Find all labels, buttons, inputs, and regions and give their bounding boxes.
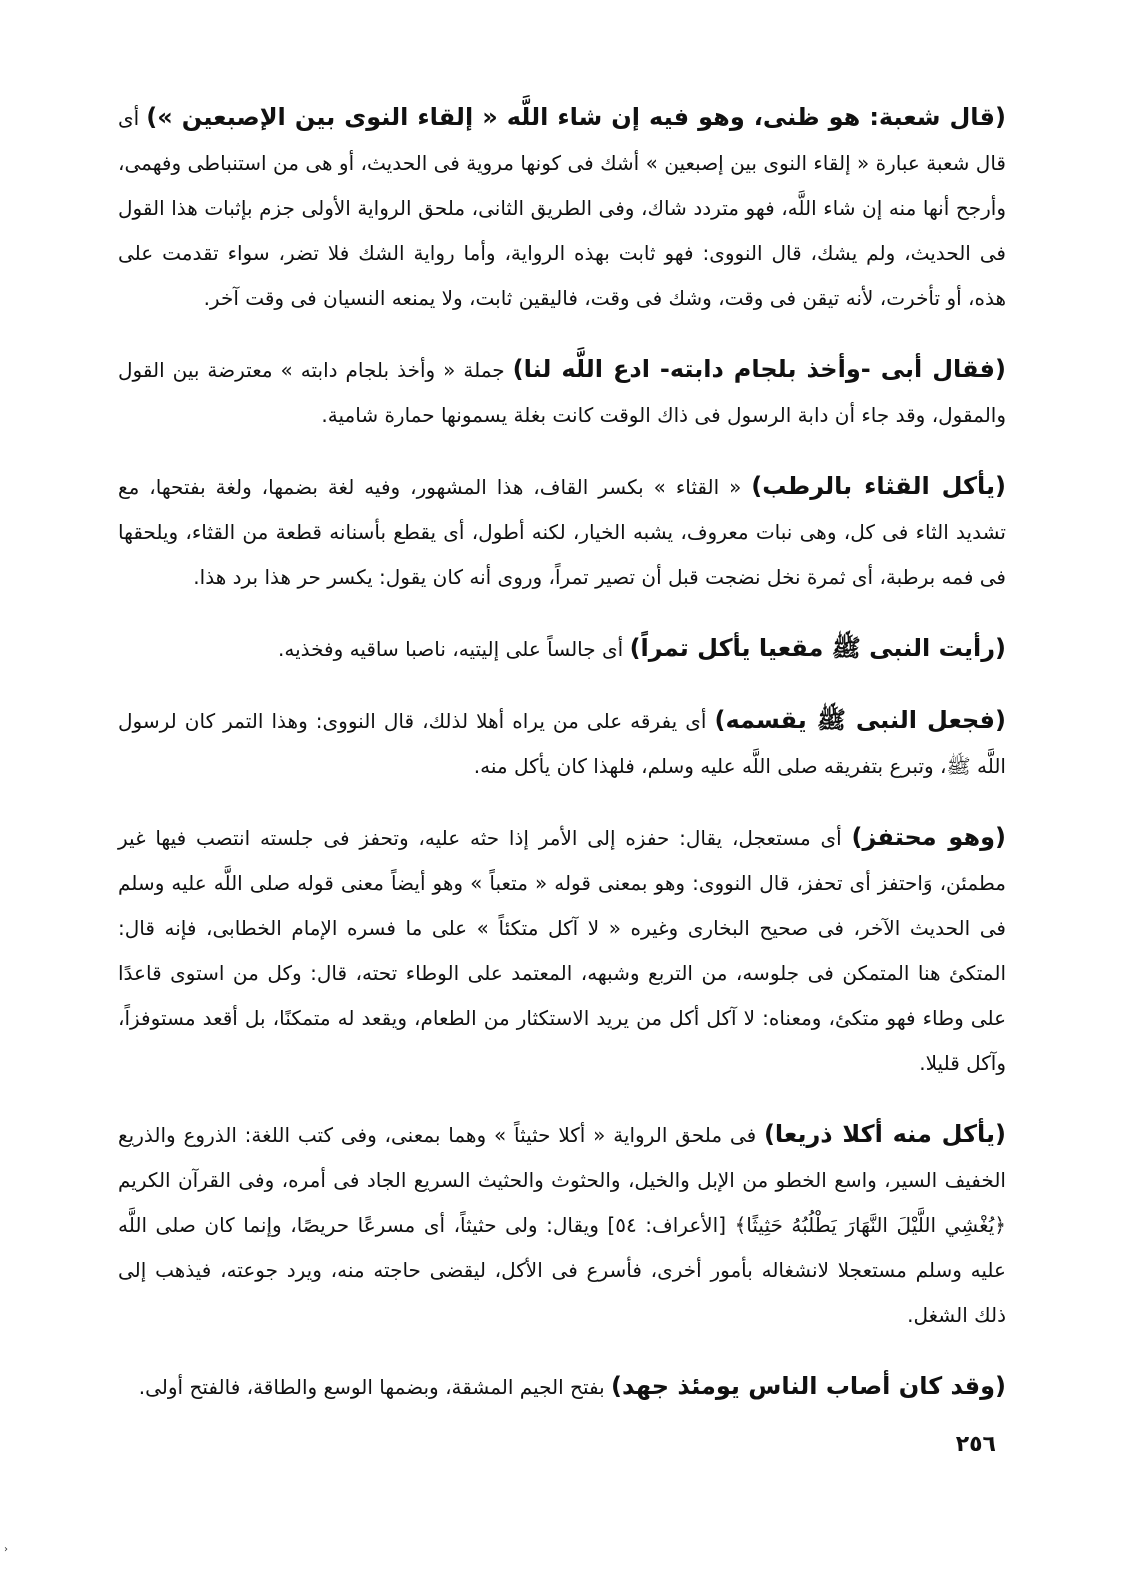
paragraph-muqiyan — [118, 626, 1006, 672]
paragraph-heading: (وهو محتفز) — [851, 823, 1007, 851]
paragraph-heading: (يأكل منه أكلا ذريعا) — [763, 1120, 1006, 1148]
paragraph-heading: (فجعل النبى ﷺ يقسمه) — [714, 706, 1006, 734]
paragraph-body: أى مستعجل، يقال: حفزه إلى الأمر إذا حثه عليه، وتحفز فى جلسته انتصب فيها غير مطمئن، وَاحتفز أى تحفز، قال النووى: وهو بمعنى قوله « متعباً » وهو أيضاً معنى قوله صلى اللَّه عليه وسلم فى الحديث الآخر، فى صحيح البخارى وغيره « لا آكل متكئاً » على ما فسره الإمام الخطابى، فإنه قال: المتكئ هنا المتمكن فى جلوسه، من التربع وشبهه، المعتمد على الوطاء تحته، قال: وكل من استوى قاعدًا على وطاء فهو متكئ، ومعناه: لا آكل أكل من يريد الاستكثار من الطعام، ويقعد له متمكنًا، بل أقعد مستوفزاً، وآكل قليلا. — [118, 826, 1006, 1075]
paragraph-heading: (يأكل القثاء بالرطب) — [751, 472, 1006, 500]
paragraph-body: « القثاء » بكسر القاف، هذا المشهور، وفيه لغة بضمها، ولغة بفتحها، مع تشديد الثاء فى كل، وهى نبات معروف، يشبه الخيار، لكنه أطول، أى يقطع بأسنانه قطعة من القثاء، ويلحقها فى فمه برطبة، أى ثمرة نخل نضجت قبل أن تصير تمراً، وروى أنه كان يقول: يكسر حر هذا برد هذا. — [118, 475, 1006, 589]
paragraph-heading: (قال شعبة: هو ظنى، وهو فيه إن شاء اللَّه « إلقاء النوى بين الإصبعين ») — [146, 103, 1006, 131]
scan-mark: ‹ — [4, 1544, 8, 1555]
paragraph-shuba — [118, 95, 1006, 321]
paragraph-qiththa — [118, 464, 1006, 600]
paragraph-heading: (فقال أبى -وأخذ بلجام دابته- ادع اللَّه لنا) — [512, 355, 1006, 383]
paragraph-body: أى قال شعبة عبارة « إلقاء النوى بين إصبعين » أشك فى كونها مروية فى الحديث، أو هى من استنباطى وفهمى، وأرجح أنها منه إن شاء اللَّه، فهو متردد شاك، وفى الطريق الثانى، ملحق الرواية الأولى جزم بإثبات هذا القول فى الحديث، ولم يشك، قال النووى: فهو ثابت بهذه الرواية، وأما رواية الشك فلا تضر، سواء تقدمت على هذه، أو تأخرت، لأنه تيقن فى وقت، وشك فى وقت، فاليقين ثابت، ولا يمنعه النسيان فى وقت آخر. — [118, 106, 1006, 310]
paragraph-yaqsimuhu — [118, 698, 1006, 789]
document-page — [118, 95, 1006, 1436]
paragraph-body: فى ملحق الرواية « أكلا حثيثاً » وهما بمعنى، وفى كتب اللغة: الذروع والذريع الخفيف السير، واسع الخطو من الإبل والخيل، والحثوث والحثيث السريع الجاد فى أمره، وفى القرآن الكريم ﴿يُغْشِي اللَّيْلَ النَّهَارَ يَطْلُبُهُ حَثِيثًا﴾ [الأعراف: ٥٤] ويقال: ولى حثيثاً، أى مسرعًا حريصًا، وإنما كان صلى اللَّه عليه وسلم مستعجلا لانشغاله بأمور أخرى، فأسرع فى الأكل، ليقضى حاجته منه، ويرد جوعته، فيذهب إلى ذلك الشغل. — [118, 1123, 1006, 1327]
paragraph-heading: (وقد كان أصاب الناس يومئذ جهد) — [611, 1372, 1006, 1400]
paragraph-heading: (رأيت النبى ﷺ مقعيا يأكل تمراً) — [629, 634, 1006, 662]
paragraph-juhd — [118, 1364, 1006, 1410]
paragraph-lijam — [118, 347, 1006, 438]
paragraph-muhtafiz — [118, 815, 1006, 1086]
paragraph-dharian — [118, 1112, 1006, 1338]
paragraph-body: جملة « وأخذ بلجام دابته » معترضة بين القول والمقول، وقد جاء أن دابة الرسول فى ذاك الوقت كانت بغلة يسمونها حمارة شامية. — [118, 358, 1006, 427]
paragraph-body: بفتح الجيم المشقة، وبضمها الوسع والطاقة، فالفتح أولى. — [138, 1375, 612, 1399]
paragraph-body: أى جالساً على إليتيه، ناصبا ساقيه وفخذيه. — [277, 637, 630, 661]
page-number: ٢٥٦ — [955, 1432, 996, 1457]
paragraph-body: أى يفرقه على من يراه أهلا لذلك، قال النووى: وهذا التمر كان لرسول اللَّه ﷺ، وتبرع بتفريقه صلى اللَّه عليه وسلم، فلهذا كان يأكل منه. — [118, 709, 1006, 778]
